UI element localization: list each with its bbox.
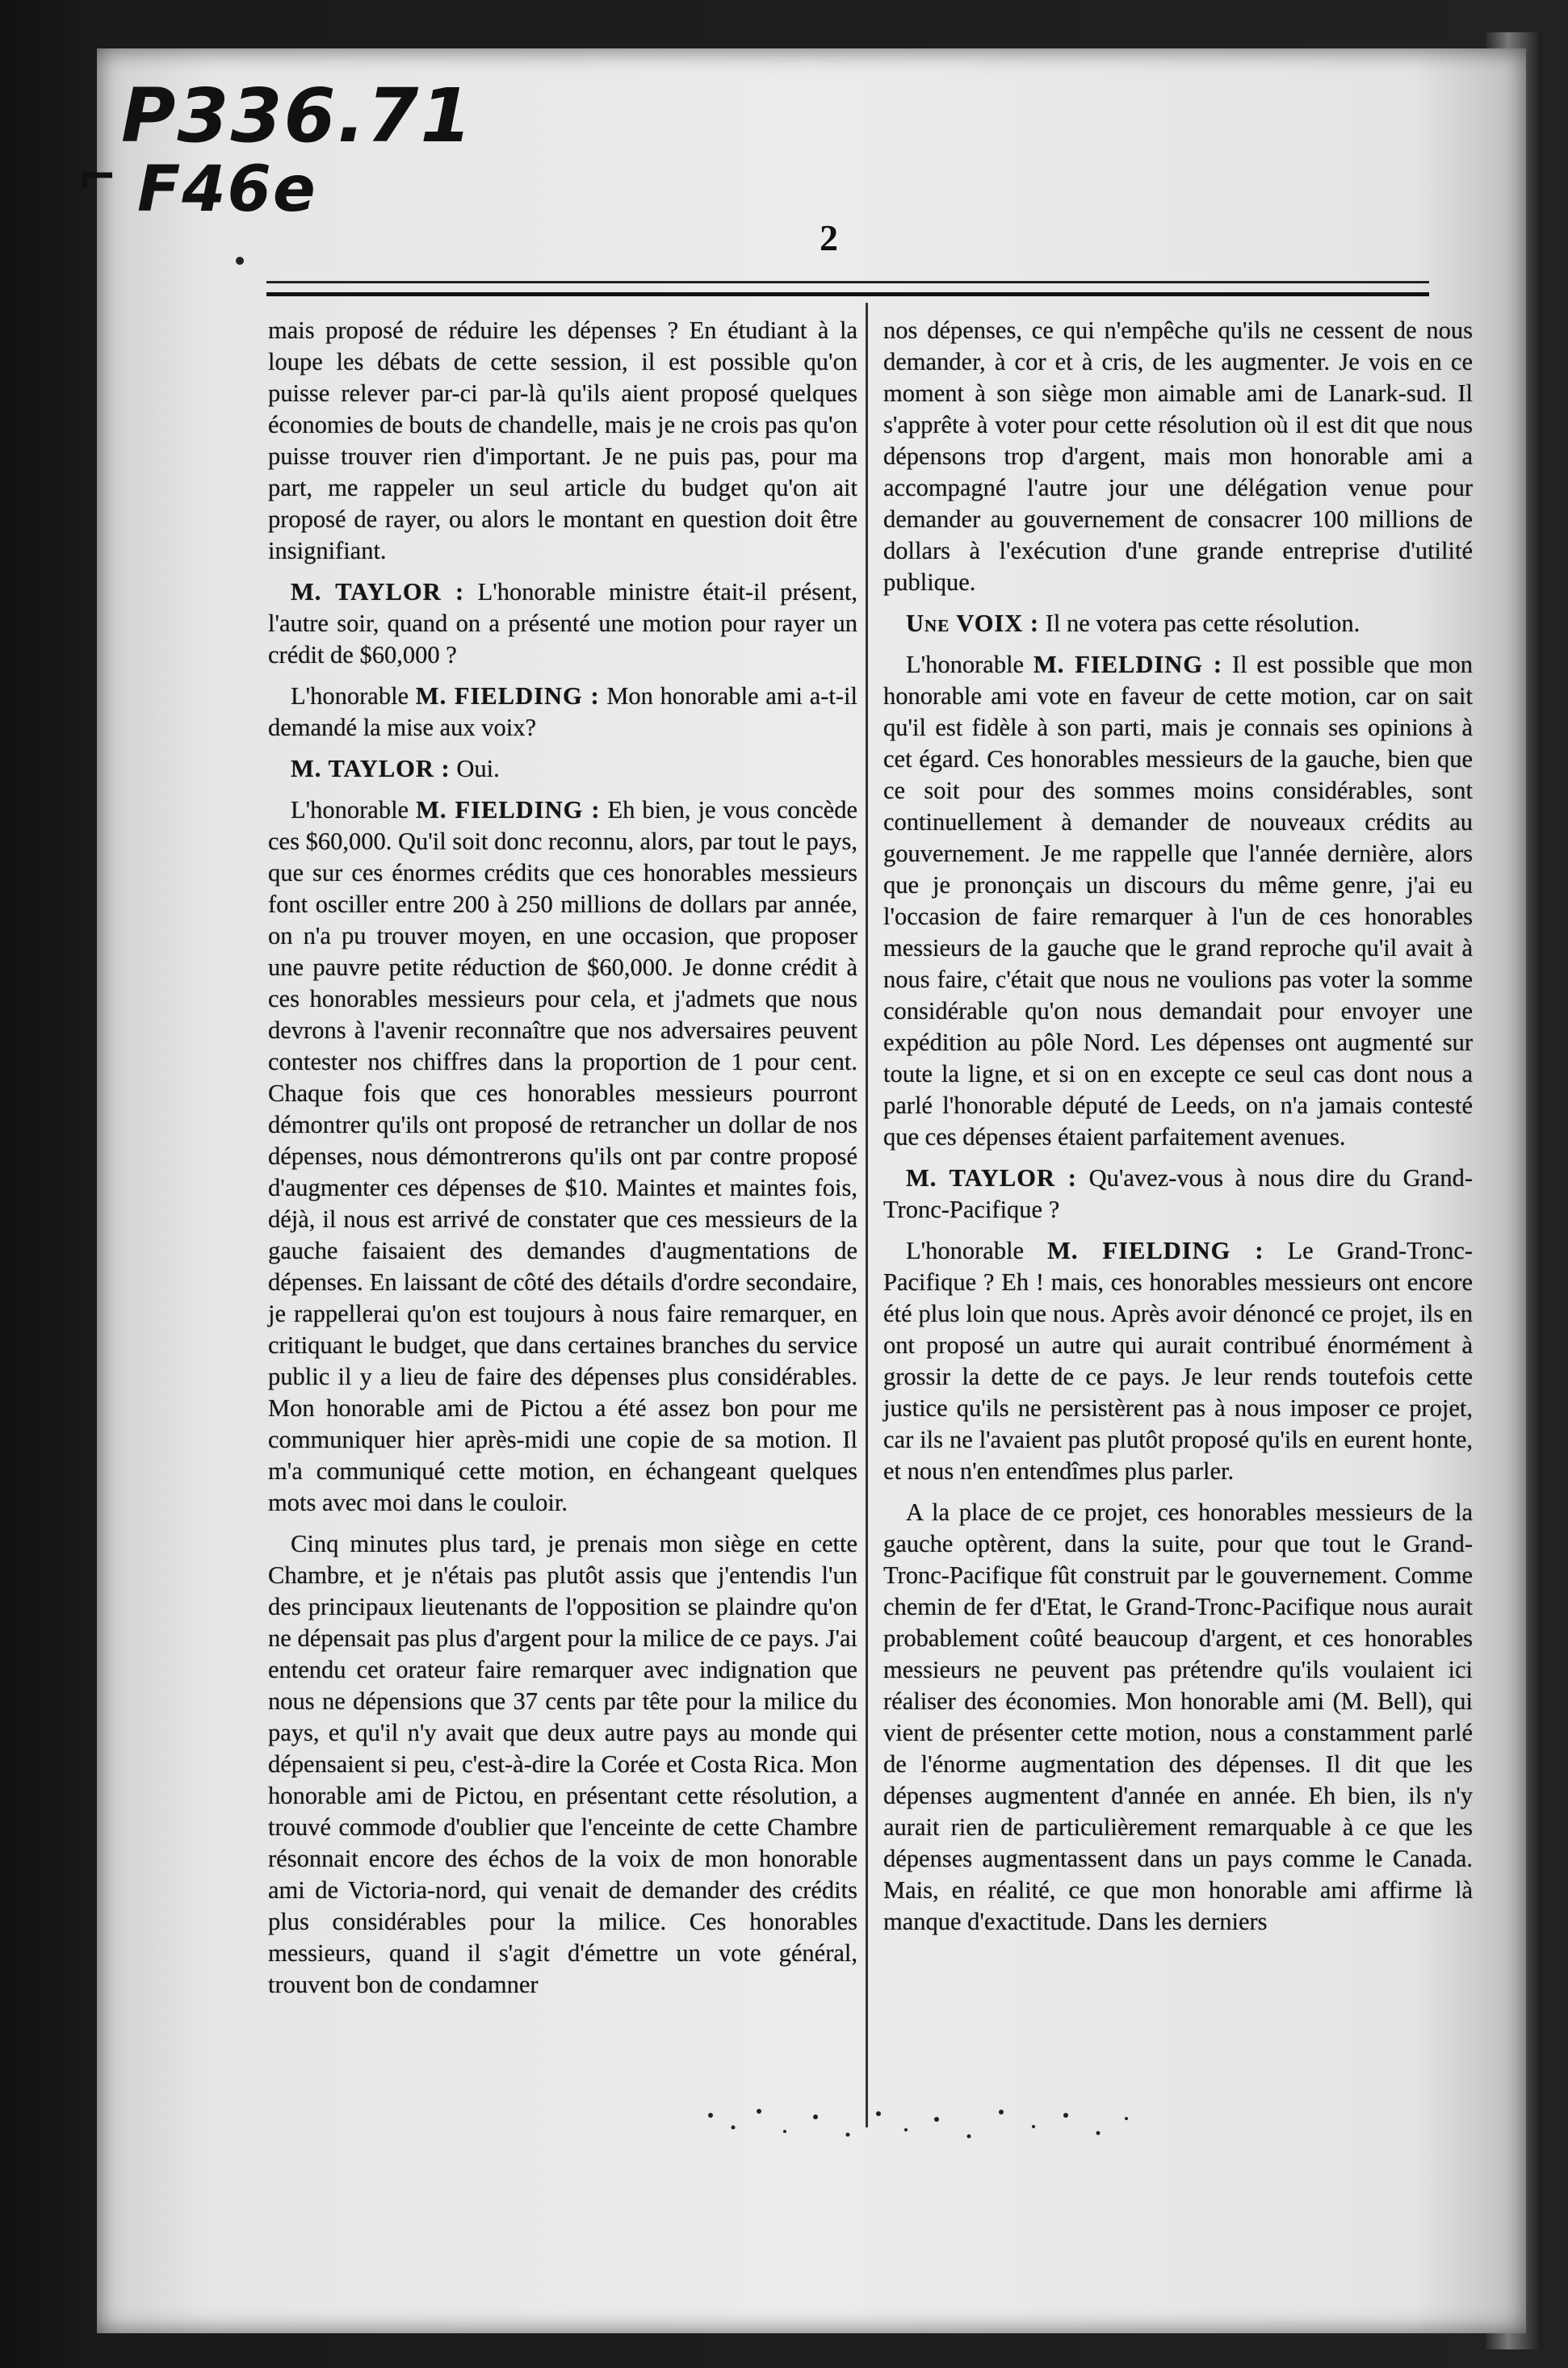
left-column <box>268 315 857 2010</box>
paragraph: nos dépenses, ce qui n'empêche qu'ils ne cessent de nous demander, à cor et à cris, de les augmenter. Je vois en ce moment à son siège mon aimable ami de Lanark-sud. Il s'apprête à voter pour cette résolution où il est dit que nous dépensons trop d'argent, mais mon honorable ami a accompagné l'autre jour une délégation venue pour demander au gouvernement de consacrer 100 millions de dollars à l'exécution d'une grande entreprise d'utilité publique. <box>883 316 1473 596</box>
speaker-prefix: L'honorable <box>906 1237 1025 1264</box>
paragraph <box>883 1235 1473 1487</box>
paragraph <box>268 681 857 744</box>
speaker-prefix: L'honorable <box>906 651 1025 678</box>
print-speckle <box>694 2099 1147 2148</box>
paragraph <box>883 608 1473 639</box>
speech-text: Le Grand-Tronc-Pacifique ? Eh ! mais, ces honorables messieurs ont encore été plus loin que nous. Après avoir dénoncé ce projet, ils en ont proposé un autre qui aurait contribué énormément à grossir la dette de ce pays. Je leur rends toutefois cette justice qu'ils ne persistèrent pas à nous imposer ce projet, car ils ne l'avaient pas plutôt proposé qu'ils en eurent honte, et nous n'en entendîmes plus parler. <box>883 1237 1474 1485</box>
speaker-prefix: L'honorable <box>291 796 409 824</box>
column-divider <box>866 303 868 2127</box>
speech-text: Mon honorable ami a-t-il demandé la mise aux voix? <box>268 682 857 741</box>
speaker-name: M. FIELDING : <box>1047 1237 1264 1264</box>
speaker-name: M. TAYLOR : <box>291 578 465 606</box>
call-number-line-2: F46e <box>137 153 317 226</box>
speech-text: Il est possible que mon honorable ami vote en faveur de cette motion, car on sait qu'il est fidèle à son parti, mais je connais ses opinions à cet égard. Ces honorables messieurs de la gauche, bien que ce soit pour des sommes moins considérables, sont continuellement à demander de nouveaux crédits au gouvernement. Je me rappelle que l'année dernière, alors que je prononçais un discours du même genre, j'ai eu l'occasion de faire remarquer à l'un de ces honorables messieurs de la gauche que le grand reproche qu'il avait à nous faire, c'était que nous ne voulions pas voter la somme considérable qu'on nous demandait pour envoyer une expédition au pôle Nord. Les dépenses ont augmenté sur toute la ligne, et si on en excepte ce seul cas dont nous a parlé l'honorable député de Leeds, on n'a jamais contesté que ces dépenses étaient parfaitement avenues. <box>883 651 1473 1150</box>
page-number: 2 <box>820 217 838 258</box>
header-rule-thin <box>266 281 1429 283</box>
speech-text: Qu'avez-vous à nous dire du Grand-Tronc-Pacifique ? <box>883 1164 1473 1223</box>
speech-text: Eh bien, je vous concède ces $60,000. Qu'il soit donc reconnu, alors, par tout le pays, que sur ces énormes crédits que ces honorables messieurs font osciller entre 200 à 250 millions de dollars par année, on n'a pu trouver moyen, en une occasion, que proposer une pauvre petite réduction de $60,000. Je donne crédit à ces honorables messieurs pour cela, et j'admets que nous devrons à l'avenir reconnaître que nos adversaires peuvent contester nos chiffres dans la proportion de 1 pour cent. Chaque fois que ces honorables messieurs pourront démontrer qu'ils ont proposé de retrancher un dollar de nos dépenses, nous démontrerons qu'ils ont par contre proposé d'augmenter ces dépenses de $10. Maintes et maintes fois, déjà, il nous est arrivé de constater que ces messieurs de la gauche faisaient des demandes d'augmentations de dépenses. En laissant de côté des détails d'ordre secondaire, je rappellerai qu'on est toujours à nous faire remarquer, en critiquant le budget, que dans certaines branches du service public il y a lieu de faire des dépenses plus considérables. Mon honorable ami de Pictou a été assez bon pour me communiquer hier après-midi une copie de sa motion. Il m'a communiqué cette motion, en échangeant quelques mots avec moi dans le couloir. <box>268 796 858 1516</box>
paragraph <box>883 1163 1473 1226</box>
speaker-name: M. FIELDING : <box>415 682 600 710</box>
stray-dot <box>236 257 244 265</box>
speaker-name: M. TAYLOR : <box>906 1164 1077 1192</box>
right-column <box>883 315 1473 1947</box>
paragraph <box>268 753 857 785</box>
paragraph: Cinq minutes plus tard, je prenais mon siège en cette Chambre, et je n'étais pas plutôt assis que j'entendis l'un des principaux lieutenants de l'opposition se plaindre qu'on ne dépensait pas plus d'argent pour la milice de ce pays. J'ai entendu cet orateur faire remarquer avec indignation que nous ne dépensions que 37 cents par tête pour la milice du pays, et qu'il n'y avait que deux autre pays au monde qui dépensaient si peu, c'est-à-dire la Corée et Costa Rica. Mon honorable ami de Pictou, en présentant cette résolution, a trouvé commode d'oublier que l'enceinte de cette Chambre résonnait encore des échos de la voix de mon honorable ami de Victoria-nord, qui venait de demander des crédits plus considérables pour la milice. Ces honorables messieurs, quand il s'agit d'émettre un vote général, trouvent bon de condamner <box>268 1530 857 1998</box>
speech-text: L'honorable ministre était-il présent, l'autre soir, quand on a présenté une motion pour rayer un crédit de $60,000 ? <box>268 578 858 668</box>
paragraph: mais proposé de réduire les dépenses ? En étudiant à la loupe les débats de cette session, il est possible qu'on puisse relever par-ci par-là qu'ils aient proposé quelques économies de bouts de chandelle, mais je ne crois pas qu'on puisse trouver rien d'important. Je ne puis pas, pour ma part, me rappeler un seul article du budget qu'on ait proposé de rayer, ou alors le montant en question doit être insignifiant. <box>268 316 857 564</box>
speaker-name: M. TAYLOR : <box>291 755 451 782</box>
speech-text: Oui. <box>456 755 500 782</box>
speech-text: Il ne votera pas cette résolution. <box>1045 610 1360 637</box>
speaker-name: Une VOIX : <box>906 610 1040 637</box>
speaker-prefix: L'honorable <box>291 682 409 710</box>
paragraph <box>268 576 857 671</box>
header-rule-thick <box>266 292 1429 296</box>
paragraph <box>883 649 1473 1153</box>
paragraph <box>268 794 857 1519</box>
paragraph: A la place de ce projet, ces honorables messieurs de la gauche optèrent, dans la suite, pour que tout le Grand-Tronc-Pacifique fût construit par le gouvernement. Comme chemin de fer d'Etat, le Grand-Tronc-Pacifique nous aurait probablement coûté beaucoup d'argent, et ces honorables messieurs ne peuvent pas prétendre qu'ils voulaient ici réaliser des économies. Mon honorable ami (M. Bell), qui vient de présenter cette motion, nous a constamment parlé de l'énorme augmentation des dépenses. Il dit que les dépenses augmentent d'année en année. Eh bien, ils n'y aurait rien de particulièrement remarquable à ce que les dépenses augmentassent dans un pays comme le Canada. Mais, en réalité, ce que mon honorable ami affirme là manque d'exactitude. Dans les derniers <box>883 1498 1473 1935</box>
handwritten-mark: ⌐ <box>77 149 118 206</box>
call-number-line-1: P336.71 <box>121 73 474 159</box>
speaker-name: M. FIELDING : <box>416 796 601 824</box>
speaker-name: M. FIELDING : <box>1033 651 1223 678</box>
